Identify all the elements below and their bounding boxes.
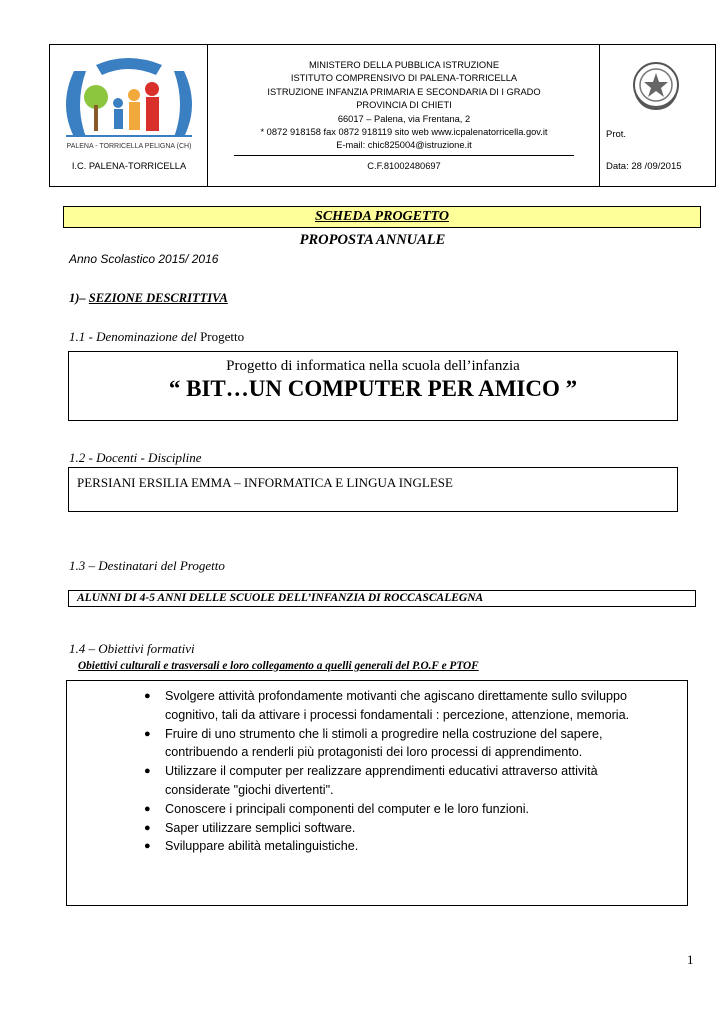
divider: [234, 155, 574, 156]
school-label: I.C. PALENA-TORRICELLA: [71, 161, 187, 171]
ministry-line: ISTITUTO COMPRENSIVO DI PALENA-TORRICELLA: [290, 73, 518, 84]
date-label: Data: 28 /09/2015: [606, 161, 682, 172]
fiscal-code: C.F.81002480697: [367, 160, 441, 171]
bullet-icon: ●: [144, 821, 151, 834]
bullet-icon: ●: [144, 727, 151, 740]
ministry-line: PROVINCIA DI CHIETI: [356, 100, 452, 111]
obiettivi-subtitle: Obiettivi culturali e trasversali e loro collegamento a quelli generali del P.O.F e PTOF: [78, 660, 479, 672]
proposta-title: PROPOSTA ANNUALE: [299, 232, 446, 248]
list-item-text: Fruire di uno strumento che li stimoli a progredire nella costruzione del sapere, contribuendo a renderli più protagonisti dei loro processi di apprendimento.: [165, 726, 603, 760]
label-tail: Progetto: [196, 329, 245, 344]
destinatari-label: 1.3 – Destinatari del Progetto: [69, 558, 225, 573]
bullet-icon: ●: [144, 765, 151, 778]
list-item: [144, 762, 664, 800]
ministry-line: 66017 – Palena, via Frentana, 2: [337, 113, 471, 124]
ministry-info-cell: [208, 45, 600, 186]
list-item: [144, 819, 664, 838]
list-item-text: Saper utilizzare semplici software.: [165, 820, 356, 835]
obiettivi-list: [144, 687, 664, 856]
ministry-line: * 0872 918158 fax 0872 918119 sito web www.icpalenatorricella.gov.it: [260, 127, 548, 138]
page-number: 1: [687, 952, 694, 967]
docenti-box: [68, 467, 678, 512]
protocol-label: Prot.: [606, 129, 627, 140]
list-item: [144, 687, 664, 725]
docenti-label: 1.2 - Docenti - Discipline: [69, 450, 202, 465]
school-year: Anno Scolastico 2015/ 2016: [69, 252, 219, 266]
label-number: 1.1 -: [69, 329, 97, 344]
republic-emblem-icon: [630, 57, 682, 113]
ministry-line: MINISTERO DELLA PUBBLICA ISTRUZIONE: [308, 60, 500, 70]
list-item: [144, 800, 664, 819]
project-title: “ BIT…UN COMPUTER PER AMICO ”: [168, 376, 578, 401]
section-number: 1)–: [69, 291, 89, 305]
school-logo: [56, 57, 202, 153]
bullet-icon: ●: [144, 690, 151, 702]
list-item: [144, 725, 664, 763]
ministry-line: ISTRUZIONE INFANZIA PRIMARIA E SECONDARIA DI I GRADO: [267, 86, 541, 97]
denominazione-label: [69, 329, 244, 345]
bullet-icon: ●: [144, 802, 151, 815]
project-subtitle: Progetto di informatica nella scuola dell’infanzia: [226, 358, 520, 374]
logo-caption: PALENA - TORRICELLA PELIGNA (CH): [66, 143, 192, 150]
scheda-progetto-banner: [63, 206, 701, 228]
list-item-text: Utilizzare il computer per realizzare apprendimenti educativi attraverso attività considerate "giochi divertenti".: [165, 764, 598, 797]
label-text: Denominazione del: [96, 329, 197, 344]
docenti-value: PERSIANI ERSILIA EMMA – INFORMATICA E LINGUA INGLESE: [77, 475, 453, 490]
list-item: [144, 837, 664, 856]
project-title-box: [68, 351, 678, 421]
scheda-title: SCHEDA PROGETTO: [315, 209, 449, 224]
destinatari-box: [68, 590, 696, 607]
obiettivi-box: [66, 680, 688, 906]
protocol-cell: [600, 45, 715, 186]
list-item-text: Svolgere attività profondamente motivanti che agiscano direttamente sullo sviluppo cognitivo, tali da attivare i processi fondamentali : percezione, attenzione, memoria.: [165, 689, 630, 722]
letterhead-table: [49, 44, 716, 187]
obiettivi-label: 1.4 – Obiettivi formativi: [69, 641, 195, 656]
list-item-text: Conoscere i principali componenti del computer e le loro funzioni.: [165, 801, 530, 816]
ministry-line: E-mail: chic825004@istruzione.it: [336, 140, 472, 151]
ministry-info: [208, 59, 600, 173]
bullet-icon: ●: [144, 840, 151, 853]
section-heading: [69, 291, 228, 306]
destinatari-value: ALUNNI DI 4-5 ANNI DELLE SCUOLE DELL’INFANZIA DI ROCCASCALEGNA: [77, 592, 484, 604]
school-logo-cell: [50, 45, 208, 186]
section-label: SEZIONE DESCRITTIVA: [88, 291, 228, 305]
list-item-text: Sviluppare abilità metalinguistiche.: [165, 839, 359, 854]
